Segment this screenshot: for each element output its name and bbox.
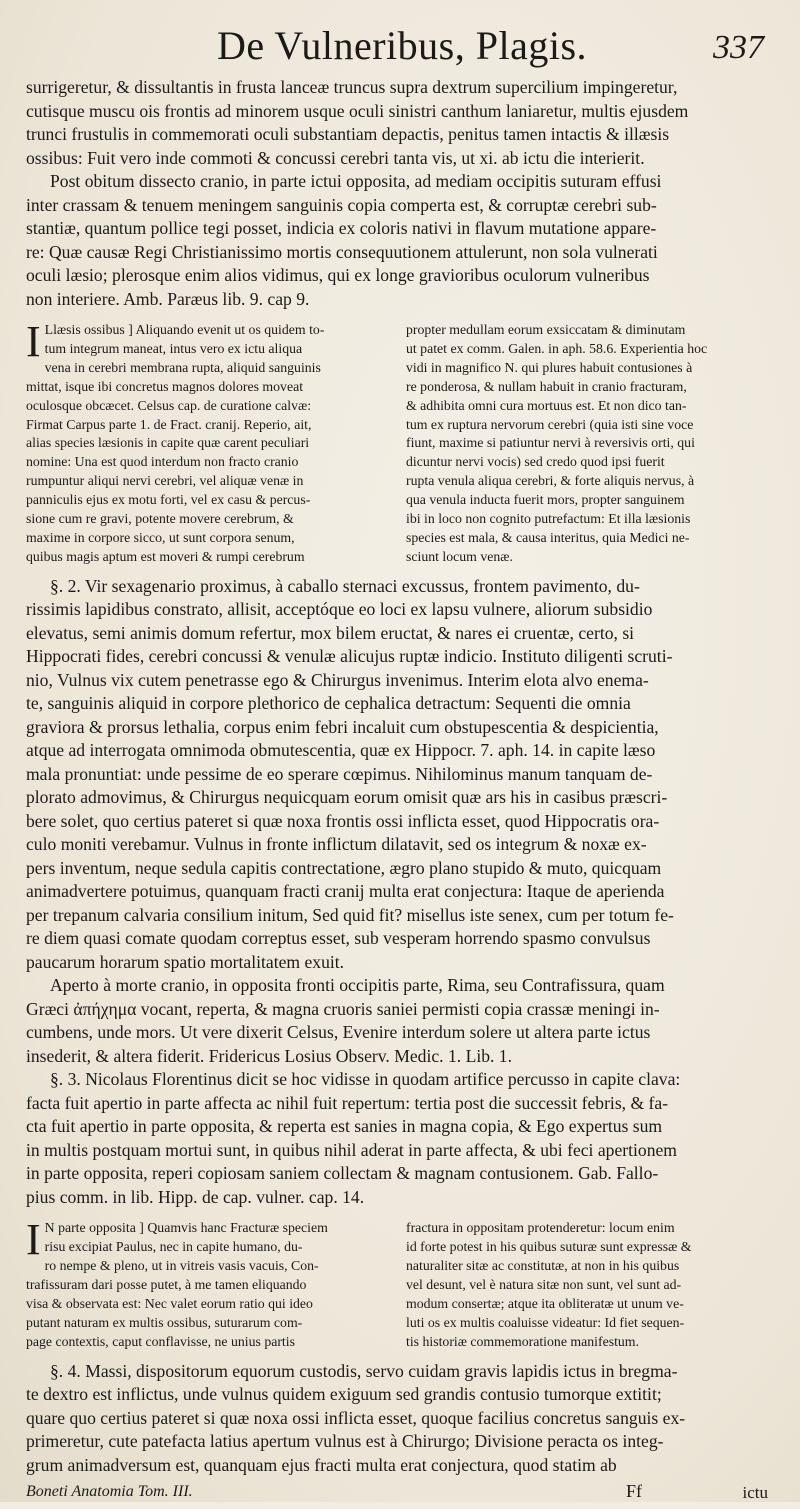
text-line: inter crassam & tenuem meningem sanguinis copia comperta est, & corruptæ cerebri sub-: [26, 194, 657, 215]
text-line: naturaliter sitæ ac constitutæ, at non in his quibus: [406, 1258, 680, 1274]
text-line: vena in cerebri membrana rupta, aliquid sanguinis: [44, 359, 321, 375]
text-line: tum integrum maneat, intus vero ex ictu aliqua: [44, 340, 303, 356]
text-line: visa & observata est: Nec valet eorum ratio qui ideo: [26, 1295, 313, 1311]
text-line: fiunt, maxime si patiuntur nervi à reversivis orti, qui: [406, 435, 695, 451]
text-line: tum ex ruptura nervorum cerebri (quia isti sine voce: [406, 416, 694, 432]
text-line: rupta venula aliqua cerebri, & forte aliquis nervus, à: [406, 473, 695, 489]
paragraph-section-3: [26, 1068, 778, 1209]
text-line: risu excipiat Paulus, nec in capite humano, du-: [44, 1239, 303, 1255]
paragraph-autopsy: [26, 974, 778, 1068]
text-line: Firmat Carpus parte 1. de Fract. cranij. Reperio, ait,: [26, 416, 312, 432]
text-line: te dextro est inflictus, unde vulnus quidem exiguum sed grandis contusio tumorque extitit;: [26, 1384, 662, 1405]
text-line: primeretur, cute patefacta latius apertum vulnus est à Chirurgo; Divisione peracta os integ-: [26, 1431, 664, 1452]
page-number: 337: [713, 29, 764, 66]
text-line: Græci ἀπήχημα vocant, reperta, & magna cruoris saniei permisti copia crassæ meningi in-: [26, 998, 660, 1019]
text-line: pers inventum, neque sedula capitis contrectatione, ægro plano stupido & muto, quicquam: [26, 857, 662, 878]
text-line: vel desunt, vel è natura sitæ non sunt, vel sunt ad-: [406, 1277, 682, 1292]
text-line: bere solet, quo certius pateret si quæ noxa frontis ossi inflicta esset, quod Hippocratis ora-: [26, 810, 660, 831]
text-line: oculosque obcæcet. Celsus cap. de curatione calvæ:: [26, 397, 312, 413]
paragraph-2: [26, 170, 778, 311]
text-line: Llæsis ossibus ] Aliquando evenit ut os quidem to-: [44, 322, 325, 337]
text-line: §. 2. Vir sexagenario proximus, à caballo sternaci excussus, frontem pavimento, du-: [50, 575, 640, 596]
annotation-left-column: [26, 317, 398, 567]
paragraph-section-2: [26, 575, 778, 975]
text-line: stantiæ, quantum pollice tegi posset, indicia ex coloris nativi in flavum mutatione appare-: [26, 218, 657, 238]
running-title: De Vulneribus, Plagis.: [216, 23, 588, 68]
text-line: mittat, isque ibi concretus magnos dolores moveat: [26, 378, 304, 394]
text-line: maxime in corpore sicco, ut sunt corpora senum,: [26, 529, 295, 545]
text-line: tis historiæ commemoratione manifestum.: [406, 1333, 639, 1349]
text-line: & adhibita omni cura mortuus est. Et non dico tan-: [406, 397, 687, 413]
text-line: non interiere. Amb. Paræus lib. 9. cap 9.: [26, 288, 310, 309]
page-footer: [26, 1479, 778, 1509]
text-line: page contextis, caput conflavisse, ne unius partis: [26, 1333, 295, 1349]
signature-mark: Ff: [626, 1481, 643, 1502]
text-line: nio, Vulnus vix cutem penetrasse ego & Chirurgus invenimus. Interim elota alvo enema-: [26, 669, 649, 690]
footer-book-title: Boneti Anatomia Tom. III.: [26, 1483, 193, 1501]
text-line: quibus magis aptum est moveri & rumpi cerebrum: [26, 548, 305, 564]
annotation-left-column: [26, 1215, 398, 1351]
text-line: quare quo certius pateret si quæ noxa ossi inflicta esset, quoque facilius concretus sanguis ex-: [26, 1407, 686, 1428]
text-line: oculi læsio; plerosque enim alios vidimus, qui ex longe gravioribus oculorum vulneribus: [26, 265, 650, 285]
text-line: putant naturam ex multis ossibus, suturarum com-: [26, 1314, 303, 1330]
text-line: id forte potest in his quibus suturæ sunt expressæ &: [406, 1239, 692, 1255]
text-line: panniculis ejus ex motu forti, vel ex casu & percus-: [26, 492, 311, 508]
text-line: alias species læsionis in capite quæ carent peculiari: [26, 435, 310, 451]
text-line: Aperto à morte cranio, in opposita fronti occipitis parte, Rima, seu Contrafissura, quam: [50, 975, 665, 996]
text-line: pius comm. in lib. Hipp. de cap. vulner. cap. 14.: [26, 1186, 365, 1207]
text-line: ibi in loco non cognito putrefactum: Et illa læsionis: [406, 511, 691, 527]
annotation-right-column: [406, 1219, 778, 1351]
paragraph-1: [26, 76, 778, 170]
text-line: luti os ex multis coaluisse videatur: Id fiet sequen-: [406, 1314, 685, 1330]
text-line: fractura in oppositam protenderetur: locum enim: [406, 1220, 675, 1236]
text-line: rumpuntur aliqui nervi cerebri, vel aliquæ venæ in: [26, 473, 304, 489]
text-line: re: Quæ causæ Regi Christianissimo mortis consequutionem attulerunt, non sola vulnerati: [26, 241, 658, 262]
text-line: mala pronuntiat: unde pessime de eo sperare cœpimus. Nihilominus manum tanquam de-: [26, 763, 653, 784]
text-line: re diem quasi comate quodam correptus esset, sub vesperam horrendo spasmo convulsus: [26, 928, 651, 949]
text-line: graviora & prorsus lethalia, corpus enim febri incaluit cum obstupescentia & despicientia,: [26, 716, 659, 737]
text-line: animadvertere potuimus, quanquam fracti cranij multa erat conjectura: Itaque de aperienda: [26, 881, 665, 902]
text-line: in multis postquam mortui sunt, in quibus nihil aderat in parte affecta, & ubi feci apertionem: [26, 1139, 677, 1160]
text-line: grum animadversum est, quanquam ejus fracti multa erat conjectura, quod statim ab: [26, 1454, 617, 1475]
annotation-illaesis-ossibus: [26, 317, 778, 567]
annotation-in-parte-opposita: [26, 1215, 778, 1351]
text-line: modum consertæ; atque ita obliteratæ ut unum ve-: [406, 1295, 684, 1311]
text-line: trunci frustulis in commemorati oculi substantiam depactis, penitus tamen intactis & illæsis: [26, 124, 670, 144]
text-line: plorato admovimus, & Chirurgus nequicquam eorum omisit quæ ars his in casibus præscri-: [26, 787, 668, 808]
catchword: ictu: [742, 1483, 768, 1503]
text-line: N parte opposita ] Quamvis hanc Fracturæ speciem: [44, 1220, 328, 1236]
annotation-right-column: [406, 321, 778, 567]
text-line: cutisque muscu ois frontis ad minorem usque oculi sinistri canthum laniaretur, multis ejusdem: [26, 100, 689, 121]
text-line: §. 4. Massi, dispositorum equorum custodis, servo cuidam gravis lapidis ictus in bregma-: [50, 1360, 678, 1381]
text-line: cta fuit apertio in parte opposita, & reperta est sanies in magna copia, & Ego expertus sum: [26, 1116, 663, 1137]
text-line: nomine: Una est quod interdum non fracto cranio: [26, 454, 299, 470]
text-line: te, sanguinis aliquid in corpore plethorico de cephalica detractum: Sequenti die omnia: [26, 693, 631, 714]
text-line: insederit, & altera fiderit. Fridericus Losius Observ. Medic. 1. Lib. 1.: [26, 1045, 512, 1066]
drop-cap-letter: I: [26, 317, 41, 366]
text-line: vidi in magnifico N. qui plures habuit contusiones à: [406, 359, 693, 375]
text-line: species est mala, & causa interitus, quia Medici ne-: [406, 529, 690, 545]
text-line: qua venula inducta fuerit mors, propter sanguinem: [406, 492, 685, 508]
text-line: ro nempe & pleno, ut in vitreis vasis vacuis, Con-: [44, 1258, 319, 1274]
text-line: ut patet ex comm. Galen. in aph. 58.6. Experientia hoc: [406, 340, 708, 356]
text-line: Post obitum dissecto cranio, in parte ictui opposita, ad mediam occipitis suturam effusi: [50, 171, 662, 191]
text-line: trafissuram dari posse putet, à me tamen eliquando: [26, 1277, 307, 1292]
text-line: atque ad interrogata omnimoda obmutescentia, quæ ex Hippocr. 7. aph. 14. in capite læso: [26, 740, 656, 761]
text-line: sione cum re gravi, potente movere cerebrum, &: [26, 511, 294, 527]
paragraph-section-4: [26, 1360, 778, 1478]
text-line: re ponderosa, & nullam habuit in cranio fracturam,: [406, 378, 687, 394]
text-line: elevatus, semi animis domum refertur, mox bilem eructat, & nares ei cruentæ, certo, si: [26, 622, 635, 643]
page-header: [26, 18, 778, 76]
text-line: §. 3. Nicolaus Florentinus dicit se hoc vidisse in quodam artifice percusso in capite clava:: [50, 1069, 681, 1090]
drop-cap-letter: I: [26, 1215, 41, 1265]
text-line: Hippocrati fides, cerebri concussi & venulæ alicujus ruptæ indicio. Instituto diligenti scruti-: [26, 646, 673, 667]
text-line: paucarum horarum spatio mortalitatem exuit.: [26, 951, 345, 972]
text-line: culo moniti verebamur. Vulnus in fronte inflictum dilatavit, sed os integrum & noxæ ex-: [26, 834, 647, 855]
text-line: per trepanum calvaria consilium initum, Sed quid fit? misellus iste senex, cum per totum fe-: [26, 904, 674, 925]
text-line: rissimis lapidibus constrato, allisit, acceptóque eo loci ex lapsu vulnere, aliorum subsidio: [26, 599, 653, 620]
text-line: propter medullam eorum exsiccatam & diminutam: [406, 322, 686, 337]
text-line: facta fuit apertio in parte affecta ac nihil fuit repertum: tertia post die successit febris, & fa-: [26, 1092, 669, 1113]
text-line: in parte opposita, reperi copiosam saniem collectam & magnam contusionem. Gab. Fallo-: [26, 1163, 659, 1184]
text-line: ossibus: Fuit vero inde commoti & concussi cerebri tanta vis, ut xi. ab ictu die interierit.: [26, 147, 645, 168]
text-line: cumbens, unde mors. Ut vere dixerit Celsus, Evenire interdum solere ut altera parte ictus: [26, 1022, 651, 1043]
text-line: dicuntur nervi vocis) sed credo quod ipsi fuerit: [406, 454, 665, 470]
text-line: sciunt locum venæ.: [406, 548, 513, 564]
text-line: surrigeretur, & dissultantis in frusta lanceæ truncus supra dextrum supercilium impingeretur,: [26, 77, 678, 97]
